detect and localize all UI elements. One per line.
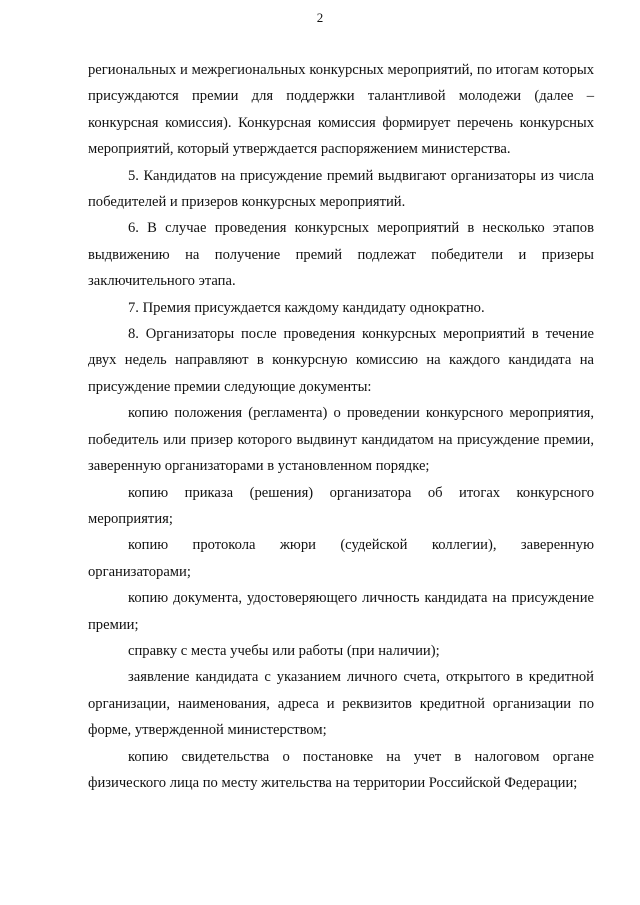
document-list-item: копию положения (регламента) о проведении конкурсного мероприятия, победитель или призер которого выдвинут кандидатом на присуждение премии, заверенную организаторами в установленном порядке; [88,405,594,475]
document-body [88,57,594,796]
document-list-item: копию документа, удостоверяющего личность кандидата на присуждение премии; [88,590,594,633]
page-number: 2 [316,10,324,25]
document-list-item: справку с места учебы или работы (при наличии); [128,642,440,659]
paragraph-item-8: 8. Организаторы после проведения конкурсных мероприятий в течение двух недель направляют в конкурсную комиссию на каждого кандидата на присуждение премии следующие документы: [88,326,594,395]
paragraph-continuation: региональных и межрегиональных конкурсных мероприятий, по итогам которых присуждаются премии для поддержки талантливой молодежи (далее – конкурсная комиссия). Конкурсная комиссия формирует перечень конкурсных мероприятий, который утверждается распоряжением министерства. [88,62,594,158]
paragraph-item-6: 6. В случае проведения конкурсных мероприятий в несколько этапов выдвижению на получение премий подлежат победители и призеры заключительного этапа. [88,220,594,290]
paragraph-item-7: 7. Премия присуждается каждому кандидату однократно. [128,299,485,316]
document-list-item: заявление кандидата с указанием личного счета, открытого в кредитной организации, наименования, адреса и реквизитов кредитной организации по форме, утвержденной министерством; [88,669,594,739]
paragraph-item-5: 5. Кандидатов на присуждение премий выдвигают организаторы из числа победителей и призеров конкурсных мероприятий. [88,167,594,211]
document-list-item: копию свидетельства о постановке на учет в налоговом органе физического лица по месту жительства на территории Российской Федерации; [88,748,594,791]
document-list-item: копию протокола жюри (судейской коллегии), заверенную организаторами; [88,537,594,580]
document-list-item: копию приказа (решения) организатора об итогах конкурсного мероприятия; [88,484,594,527]
